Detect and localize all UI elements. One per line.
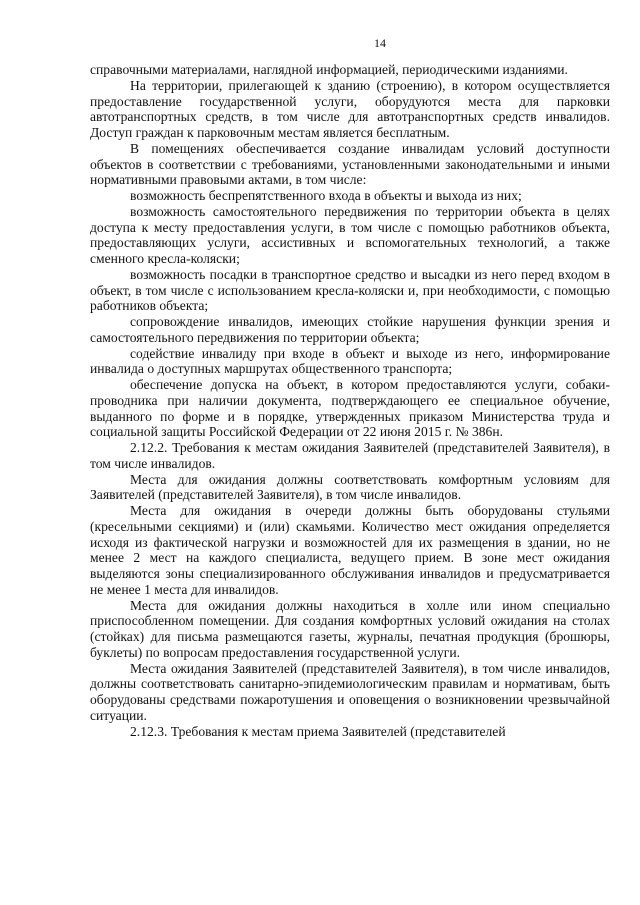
paragraph-guide-dog: обеспечение допуска на объект, в котором предоставляются услуги, собаки-проводника при наличии документа, подтверждающего ее специальное обучение, выданного по форме и в порядке, утвержденных приказом Министерства труда и социальной защиты Российской Федерации от 22 июня 2015 г. № 386н. xyxy=(90,377,610,440)
paragraph-accessibility-intro: В помещениях обеспечивается создание инвалидам условий доступности объектов в соответствии с требованиями, установленными законодательными и иными нормативными правовыми актами, в том числе: xyxy=(90,140,610,188)
paragraph-continuation: справочными материалами, наглядной информацией, периодическими изданиями. xyxy=(90,62,568,77)
paragraph-independent-movement: возможность самостоятельного передвижения по территории объекта в целях доступа к месту предоставления услуги, в том числе с помощью работников объекта, предоставляющих услуги, ассистивных и вспомогательных технологий, а также сменного кресла-коляски; xyxy=(90,203,610,266)
paragraph-waiting-seats: Места для ожидания в очереди должны быть оборудованы стульями (кресельными секциями) и (или) скамьями. Количество мест ожидания определяется исходя из фактической нагрузки и возможностей для их размещения в здании, но не менее 2 мест на каждого специалиста, ведущего прием. В зоне мест ожидания выделяются зоны специализированного обслуживания инвалидов и предусматривается не менее 1 места для инвалидов. xyxy=(90,503,610,597)
paragraph-waiting-sanitary: Места ожидания Заявителей (представителей Заявителя), в том числе инвалидов, должны соответствовать санитарно-эпидемиологическим правилам и нормативам, быть оборудованы средствами пожаротушения и оповещения о возникновении чрезвычайной ситуации. xyxy=(90,660,610,723)
paragraph-waiting-comfort: Места для ожидания должны соответствовать комфортным условиям для Заявителей (представителей Заявителя), в том числе инвалидов. xyxy=(90,471,610,503)
paragraph-section-2-12-2: 2.12.2. Требования к местам ожидания Заявителей (представителей Заявителя), в том числе инвалидов. xyxy=(90,440,610,471)
paragraph-escort: сопровождение инвалидов, имеющих стойкие нарушения функции зрения и самостоятельного передвижения по территории объекта; xyxy=(90,314,610,345)
paragraph-vehicle-boarding: возможность посадки в транспортное средство и высадки из него перед входом в объект, в том числе с использованием кресла-коляски и, при необходимости, с помощью работников объекта; xyxy=(90,266,610,314)
paragraph-free-entry: возможность беспрепятственного входа в объекты и выхода из них; xyxy=(130,188,522,203)
paragraph-assistance: содействие инвалиду при входе в объект и выходе из него, информирование инвалида о доступных маршрутах общественного транспорта; xyxy=(90,345,610,377)
page-number: 14 xyxy=(374,36,386,50)
paragraph-waiting-hall: Места для ожидания должны находиться в холле или ином специально приспособленном помещении. Для создания комфортных условий ожидания на столах (стойках) для письма размещаются газеты, журналы, печатная продукция (брошюры, буклеты) по вопросам предоставления государственной услуги. xyxy=(90,597,610,660)
paragraph-section-2-12-3: 2.12.3. Требования к местам приема Заявителей (представителей xyxy=(130,723,506,739)
paragraph-parking: На территории, прилегающей к зданию (строению), в котором осуществляется предоставление государственной услуги, оборудуются места для парковки автотранспортных средств, в том числе для автотранспортных средств инвалидов. Доступ граждан к парковочным местам является бесплатным. xyxy=(90,77,610,140)
